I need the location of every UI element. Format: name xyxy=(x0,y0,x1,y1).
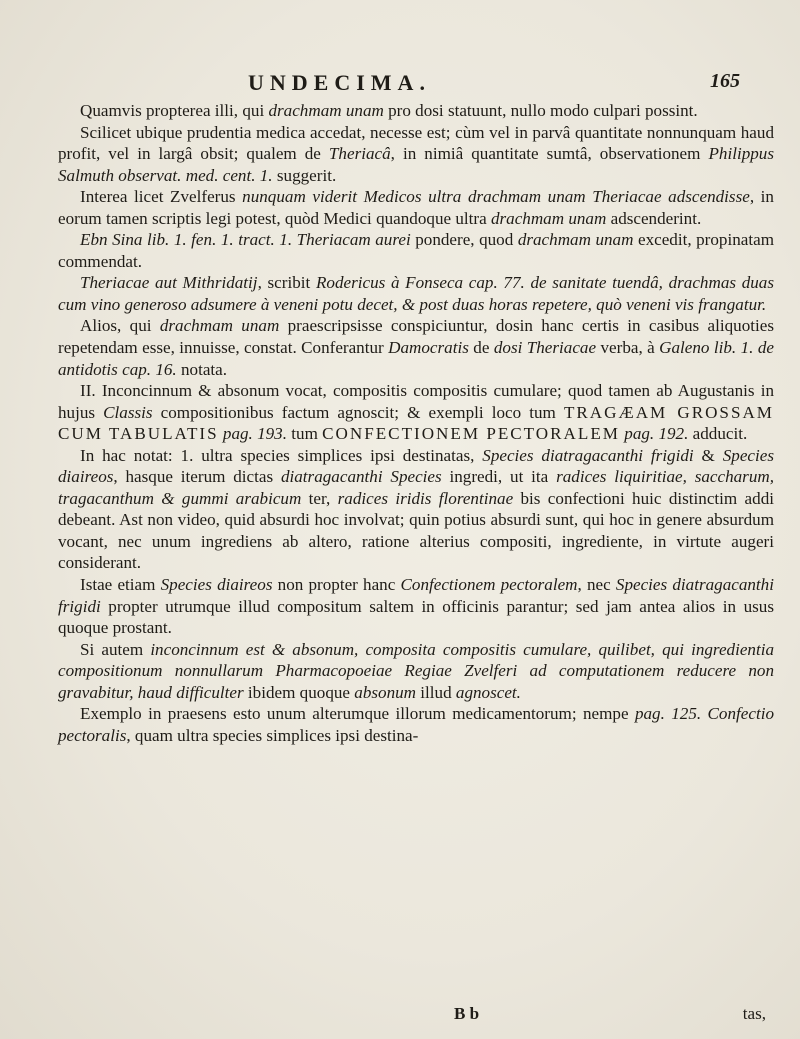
italic-text: Rodericus à Fonseca cap. 77. de sanitate tuendâ, drachmas duas cum vino generoso adsumere à veneni potu decet, & post duas horas repetere, quò veneni vis frangatur. xyxy=(58,273,775,314)
caps-text: CONFECTIONEM PECTORALEM xyxy=(322,424,620,444)
paragraph xyxy=(58,272,774,315)
text-run: , in eorum tamen scriptis legi potest, quòd Medici quandoque ultra xyxy=(58,187,774,228)
italic-text: Galeno lib. 1. de antidotis cap. 16. xyxy=(58,338,774,379)
italic-text: absonum xyxy=(354,682,417,702)
page-footer xyxy=(58,1004,774,1028)
paragraph xyxy=(58,122,774,187)
body-text xyxy=(58,100,774,746)
text-run: , in nimiâ quantitate sumtâ, observationem xyxy=(390,144,709,164)
italic-text: nunquam viderit Medicos ultra drachmam unam Theriacae adscendisse xyxy=(242,187,750,207)
paragraph xyxy=(58,100,774,122)
italic-text: drachmam unam xyxy=(517,230,634,250)
italic-text: radices liquiritiae, saccharum, tragacanthum & gummi arabicum xyxy=(58,467,774,508)
italic-text: Theriacâ xyxy=(328,144,391,164)
page-number: 165 xyxy=(710,70,740,92)
italic-text: pag. 192. xyxy=(624,424,689,444)
italic-text: drachmam unam xyxy=(490,208,607,228)
italic-text: dosi Theriacae xyxy=(493,338,597,358)
italic-text: radices iridis florentinae xyxy=(337,488,514,508)
text-run: , scribit xyxy=(257,273,316,293)
text-run: ter, xyxy=(301,488,338,508)
italic-text: Ebn Sina lib. 1. fen. 1. tract. 1. Theriacam aurei xyxy=(80,230,411,250)
italic-text: Confectionem pectoralem xyxy=(400,575,578,595)
text-run: Scilicet ubique prudentia medica accedat, necesse est; cùm vel in parvâ quantitate nonnunquam haud profit, vel in largâ obsit; qualem de xyxy=(58,122,774,164)
italic-text: diatragacanthi Species xyxy=(280,467,442,487)
italic-text: Theriacae aut Mithridatij xyxy=(80,273,258,293)
text-run: , nec xyxy=(577,575,616,595)
italic-text: Damocratis xyxy=(388,338,469,358)
text-run: suggerit. xyxy=(272,165,337,185)
text-run: de xyxy=(468,338,494,358)
text-run: verba, à xyxy=(596,338,660,358)
text-run: ingredi, ut ita xyxy=(441,467,557,487)
text-run: notata. xyxy=(176,359,228,379)
paragraph xyxy=(58,186,774,229)
italic-text: Species diatragacanthi frigidi xyxy=(482,445,694,465)
text-run: Quamvis propterea illi, qui xyxy=(80,101,269,120)
text-run: adducit. xyxy=(688,424,748,444)
paragraph xyxy=(58,445,774,574)
text-run: & xyxy=(693,445,723,465)
italic-text: pag. 125. Confectio pectoralis xyxy=(58,704,774,745)
italic-text: Classis xyxy=(103,402,153,422)
paragraph xyxy=(58,639,774,704)
text-run: pro dosi statuunt, nullo modo culpari possint. xyxy=(383,101,698,120)
italic-text: Species diaireos xyxy=(160,575,273,595)
italic-text: drachmam unam xyxy=(159,316,280,336)
italic-text: agnoscet. xyxy=(455,682,521,702)
page-header xyxy=(150,70,740,100)
text-run: Interea licet Zvelferus xyxy=(80,187,243,207)
italic-text: pag. 193. xyxy=(222,424,287,444)
text-run: non propter hanc xyxy=(272,575,401,595)
paragraph xyxy=(58,229,774,272)
text-run: Si autem xyxy=(80,639,151,659)
italic-text: inconcinnum est & absonum, composita compositis cumulare, quilibet, qui ingredientia compositionum nonnullarum Pharmacopoeiae Regiae Zvelferi ad computationem reducere non gravabitur, haud difficulter xyxy=(58,639,775,702)
paragraph xyxy=(58,380,774,445)
signature-mark: B b xyxy=(454,1004,480,1023)
text-run: II. Inconcinnum & absonum vocat, compositis compositis cumulare; quod tamen ab Augustanis in hujus xyxy=(58,381,774,422)
text-run: Istae etiam xyxy=(80,575,161,595)
paragraph xyxy=(58,574,774,639)
paragraph xyxy=(58,703,774,746)
text-run: propter utrumque illud compositum saltem in officinis parantur; sed jam antea alios in usus quoque prostant. xyxy=(58,596,774,638)
text-run: Alios, qui xyxy=(80,316,160,336)
text-run: praescripsisse conspiciuntur, dosin hanc certis in casibus aliquoties repetendam esse, innuisse, constat. Conferantur xyxy=(58,316,774,358)
text-run: adscenderint. xyxy=(606,208,702,228)
text-run: excedit, propinatam commendat. xyxy=(58,230,774,271)
text-run: ibidem quoque xyxy=(243,682,355,702)
catchword: tas, xyxy=(742,1004,766,1023)
text-run: tum xyxy=(287,424,323,444)
italic-text: Species diaireos xyxy=(58,445,774,487)
italic-text: drachmam unam xyxy=(268,101,384,120)
text-run: , quam ultra species simplices ipsi destina- xyxy=(126,725,419,745)
caps-text: TRAGÆAM GROSSAM CUM TABULATIS xyxy=(58,402,774,444)
text-run: pondere, quod xyxy=(410,230,518,250)
text-run: bis confectioni huic distinctim addi debeant. Ast non video, quid absurdi hoc involvat; quin potius absurdi sunt, qui hoc in genere absurdum vocant, nec unum ingrediens ab altero, ratione alterius compositi, ingrediente, in virtute augeri considerant. xyxy=(58,488,774,573)
italic-text: Philippus Salmuth observat. med. cent. 1. xyxy=(58,144,774,185)
paragraph xyxy=(58,315,774,380)
text-run: illud xyxy=(416,682,456,702)
italic-text: Species diatragacanthi frigidi xyxy=(58,575,774,616)
text-run: Exemplo in praesens esto unum alterumque illorum medicamentorum; nempe xyxy=(80,704,635,724)
text-run: compositionibus factum agnoscit; & exempli loco tum xyxy=(152,402,564,422)
text-run: In hac notat: 1. ultra species simplices ipsi destinatas, xyxy=(80,445,483,465)
text-run: , hasque iterum dictas xyxy=(113,467,281,487)
running-title: UNDECIMA. xyxy=(248,70,431,95)
